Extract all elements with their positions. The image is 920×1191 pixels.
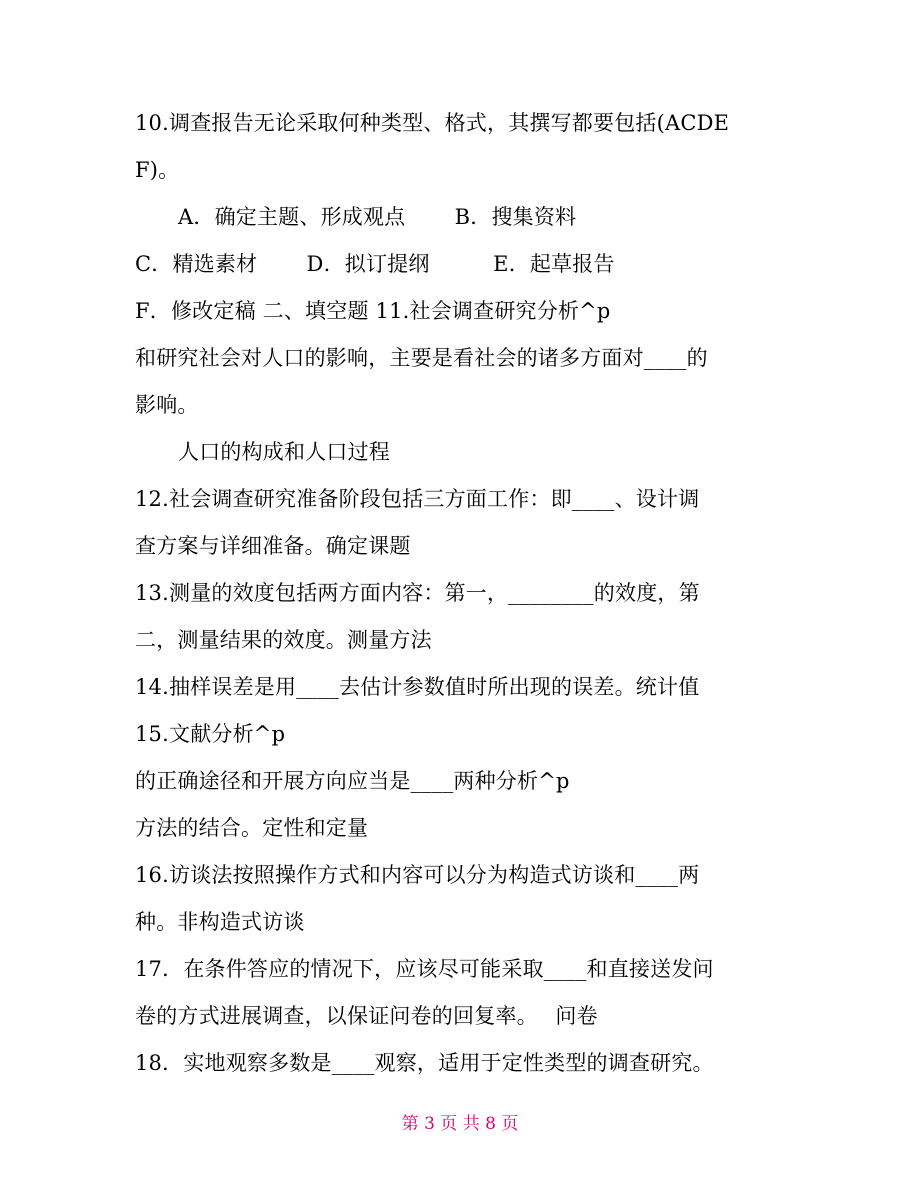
text-line-q11-part3: 影响。 (135, 393, 199, 417)
text-line-q10-options-ab: A．确定主题、形成观点 B．搜集资料 (178, 205, 577, 229)
text-line-q13-part1: 13.测量的效度包括两方面内容：第一，________的效度，第 (135, 581, 700, 605)
text-line-q12-part1: 12.社会调查研究准备阶段包括三方面工作：即____、设计调 (135, 487, 700, 511)
text-line-q15-part3: 方法的结合。定性和定量 (135, 816, 369, 840)
text-line-q10-option-f-and-q11: F．修改定稿 二、填空题 11.社会调查研究分析^p (135, 299, 611, 323)
text-line-q10-part2: F)。 (135, 158, 180, 182)
text-line-q17-part1: 17．在条件答应的情况下，应该尽可能采取____和直接送发问 (135, 957, 714, 981)
text-line-q17-part2: 卷的方式进展调查，以保证问卷的回复率。 问卷 (135, 1004, 598, 1028)
text-line-q12-part2: 查方案与详细准备。确定课题 (135, 534, 411, 558)
text-line-q14: 14.抽样误差是用____去估计参数值时所出现的误差。统计值 (135, 675, 700, 699)
page-number-footer: 第 3 页 共 8 页 (401, 1114, 519, 1134)
text-line-q10-part1: 10.调查报告无论采取何种类型、格式，其撰写都要包括(ACDE (135, 111, 730, 135)
text-line-q15-part1: 15.文献分析^p (135, 722, 286, 746)
text-line-q11-answer: 人口的构成和人口过程 (178, 440, 390, 464)
text-line-q11-part2: 和研究社会对人口的影响，主要是看社会的诸多方面对____的 (135, 346, 708, 370)
text-line-q16-part1: 16.访谈法按照操作方式和内容可以分为构造式访谈和____两 (135, 863, 700, 887)
text-line-q10-options-cde: C．精选素材 D．拟订提纲 E．起草报告 (135, 252, 615, 276)
text-line-q18: 18．实地观察多数是____观察，适用于定性类型的调查研究。 (135, 1051, 714, 1075)
text-line-q13-part2: 二，测量结果的效度。测量方法 (135, 628, 432, 652)
text-line-q15-part2: 的正确途径和开展方向应当是____两种分析^p (135, 769, 570, 793)
text-line-q16-part2: 种。非构造式访谈 (135, 910, 305, 934)
